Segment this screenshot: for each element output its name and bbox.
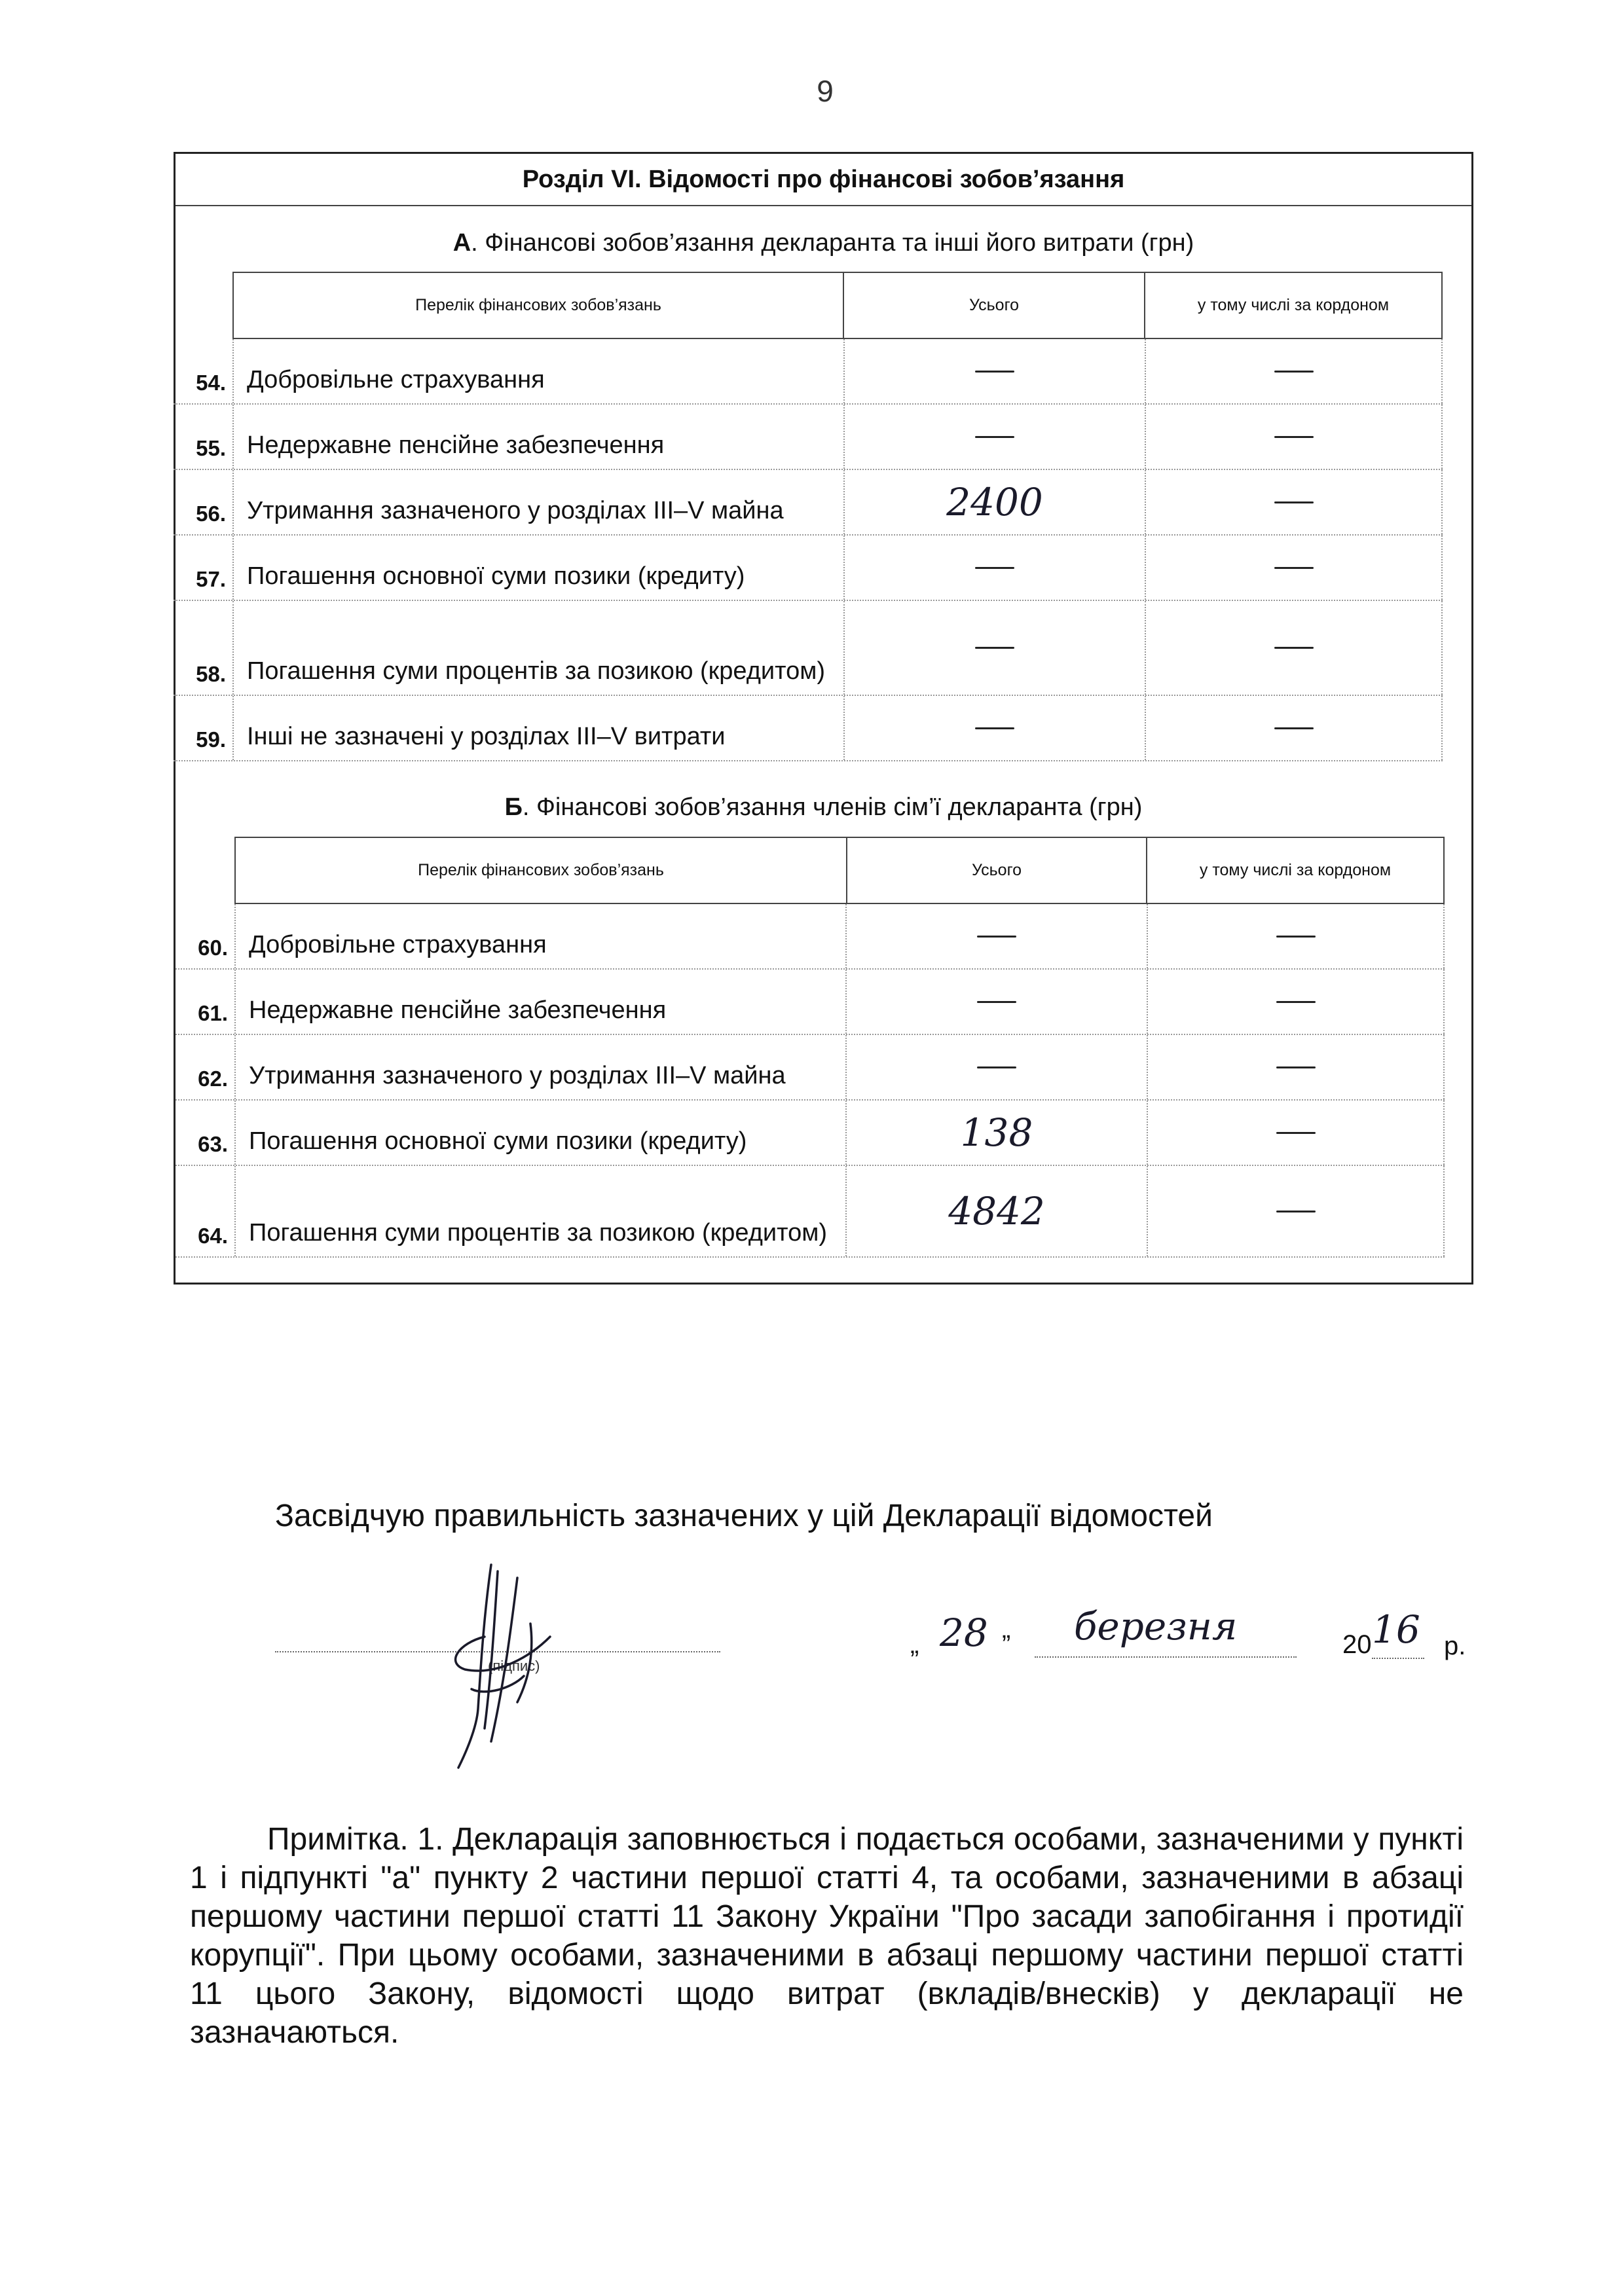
row-total	[845, 470, 1146, 534]
dash-mark	[1274, 567, 1314, 569]
row-label: Погашення основної суми позики (кредиту)	[232, 536, 845, 600]
row-number: 64.	[198, 1224, 228, 1248]
part-a-title	[175, 229, 1471, 257]
date-year-prefix: 20	[1342, 1630, 1372, 1659]
row-number: 62.	[198, 1066, 228, 1091]
dash-mark	[977, 1066, 1016, 1068]
row-number: 54.	[196, 371, 226, 395]
row-abroad	[1148, 1035, 1445, 1099]
row-abroad	[1146, 536, 1443, 600]
part-b-title	[175, 793, 1471, 822]
signature-image	[419, 1558, 570, 1774]
row-total	[845, 696, 1146, 760]
part-a-rows	[174, 339, 1443, 761]
dash-mark	[975, 371, 1014, 373]
page-number: 9	[817, 74, 834, 108]
row-total	[847, 1166, 1148, 1256]
row-total	[845, 536, 1146, 600]
row-number: 60.	[198, 936, 228, 960]
section-title: Розділ VI. Відомості про фінансові зобов’язання	[175, 154, 1471, 206]
dash-mark	[1274, 371, 1314, 373]
row-total	[847, 904, 1148, 968]
row-total	[845, 339, 1146, 403]
date-month: березня	[1074, 1604, 1238, 1649]
part-b-table-header	[234, 837, 1445, 904]
row-abroad	[1146, 405, 1443, 469]
handwritten-amount: 4842	[948, 1189, 1045, 1233]
part-b-title-text: . Фінансові зобов’язання членів сім’ї декларанта (грн)	[522, 793, 1143, 821]
row-number: 57.	[196, 567, 226, 591]
row-label: Утримання зазначеного у розділах III–V майна	[234, 1035, 847, 1099]
row-label: Погашення суми процентів за позикою (кредитом)	[234, 1166, 847, 1256]
dash-mark	[977, 1001, 1016, 1003]
header-total: Усього	[844, 273, 1145, 338]
row-label: Інші не зазначені у розділах III–V витрати	[232, 696, 845, 760]
table-row	[175, 970, 1445, 1035]
row-total	[847, 970, 1148, 1034]
part-a-title-text: . Фінансові зобов’язання декларанта та інші його витрати (грн)	[471, 229, 1194, 257]
table-row	[174, 470, 1443, 536]
row-label: Добровільне страхування	[232, 339, 845, 403]
row-label: Недержавне пенсійне забезпечення	[232, 405, 845, 469]
dash-mark	[1274, 436, 1314, 438]
dash-mark	[1274, 501, 1314, 503]
header-abroad: у тому числі за кордоном	[1199, 861, 1392, 879]
row-abroad	[1146, 696, 1443, 760]
certification-text: Засвідчую правильність зазначених у цій Декларації відомостей	[275, 1499, 1213, 1533]
row-label: Погашення основної суми позики (кредиту)	[234, 1101, 847, 1165]
header-abroad: у тому числі за кордоном	[1197, 296, 1390, 314]
table-row	[174, 601, 1443, 696]
row-total	[845, 601, 1146, 695]
dash-mark	[975, 436, 1014, 438]
date-month-line	[1035, 1656, 1297, 1658]
row-abroad	[1148, 1101, 1445, 1165]
row-number: 55.	[196, 436, 226, 460]
table-row	[175, 904, 1445, 970]
row-abroad	[1146, 339, 1443, 403]
table-row	[174, 536, 1443, 601]
row-number: 61.	[198, 1001, 228, 1025]
handwritten-amount: 2400	[946, 480, 1043, 524]
header-list: Перелік фінансових зобов’язань	[236, 838, 847, 903]
row-total	[847, 1035, 1148, 1099]
signature-caption: (підпис)	[488, 1658, 540, 1674]
dash-mark	[975, 727, 1014, 729]
table-row	[174, 696, 1443, 761]
row-abroad	[1146, 470, 1443, 534]
dash-mark	[1274, 647, 1314, 649]
part-a-table-header	[232, 272, 1443, 339]
note	[190, 1820, 1464, 2052]
row-number: 58.	[196, 662, 226, 686]
part-b-rows	[175, 904, 1445, 1258]
date-day: 28	[940, 1611, 988, 1655]
row-total	[847, 1101, 1148, 1165]
row-abroad	[1148, 904, 1445, 968]
dash-mark	[1276, 1066, 1316, 1068]
table-row	[175, 1101, 1445, 1166]
header-total: Усього	[847, 838, 1147, 903]
row-abroad	[1148, 1166, 1445, 1256]
row-number: 63.	[198, 1132, 228, 1156]
row-label: Утримання зазначеного у розділах III–V майна	[232, 470, 845, 534]
dash-mark	[1276, 936, 1316, 938]
date-quote-open: „	[910, 1630, 919, 1659]
date-quote-close: ”	[1002, 1630, 1011, 1659]
dash-mark	[1276, 1001, 1316, 1003]
dash-mark	[1276, 1132, 1316, 1134]
header-list: Перелік фінансових зобов’язань	[234, 273, 844, 338]
row-abroad	[1148, 970, 1445, 1034]
table-row	[174, 405, 1443, 470]
row-total	[845, 405, 1146, 469]
row-number: 59.	[196, 727, 226, 752]
table-row	[175, 1035, 1445, 1101]
dash-mark	[977, 936, 1016, 938]
row-label: Недержавне пенсійне забезпечення	[234, 970, 847, 1034]
row-abroad	[1146, 601, 1443, 695]
dash-mark	[975, 567, 1014, 569]
dash-mark	[1274, 727, 1314, 729]
row-label: Погашення суми процентів за позикою (кредитом)	[232, 601, 845, 695]
dash-mark	[1276, 1211, 1316, 1212]
date-year-suffix: 16	[1372, 1607, 1420, 1652]
table-row	[175, 1166, 1445, 1258]
note-text: Примітка. 1. Декларація заповнюється і подається особами, зазначеними у пункті 1 і підпункті "а" пункту 2 частини першої статті 4, та особами, зазначеними в абзаці першому частини першої статті 11 Закону України "Про засади запобігання і протидії корупції". При цьому особами, зазначеними в абзаці першому частини першої статті 11 цього Закону, відомості щодо витрат (вкладів/внесків) у декларації не зазначаються.	[190, 1822, 1464, 2050]
row-label: Добровільне страхування	[234, 904, 847, 968]
row-number: 56.	[196, 501, 226, 526]
date-year-line	[1372, 1658, 1424, 1659]
handwritten-amount: 138	[960, 1110, 1033, 1155]
table-row	[174, 339, 1443, 405]
dash-mark	[975, 647, 1014, 649]
part-b-letter: Б	[504, 793, 523, 821]
part-a-letter: А	[452, 229, 471, 257]
date-year-unit: р.	[1444, 1631, 1466, 1660]
